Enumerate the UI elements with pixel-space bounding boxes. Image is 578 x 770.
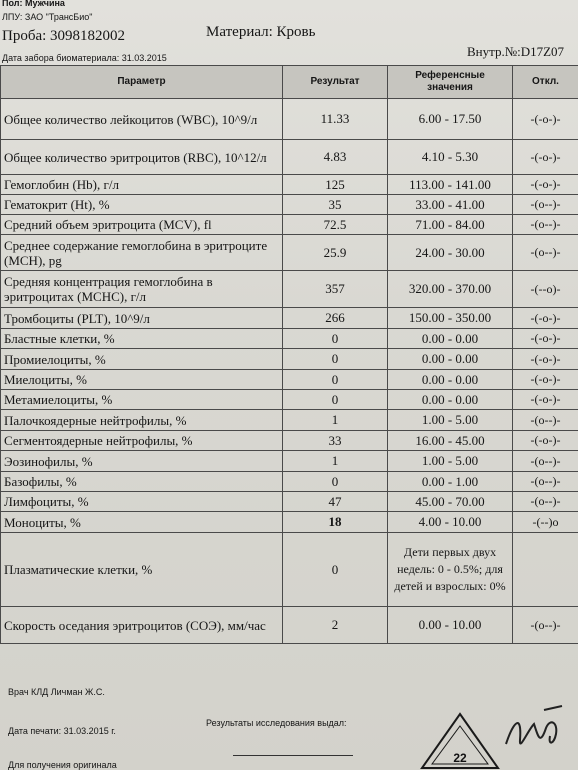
parameter-cell: Среднее содержание гемоглобина в эритроците (MCH), pg bbox=[1, 235, 283, 271]
reference-cell: 0.00 - 0.00 bbox=[388, 349, 513, 370]
reference-cell: 4.10 - 5.30 bbox=[388, 140, 513, 175]
parameter-cell: Общее количество лейкоцитов (WBC), 10^9/л bbox=[1, 99, 283, 140]
table-row bbox=[1, 512, 578, 533]
reference-cell: 0.00 - 1.00 bbox=[388, 472, 513, 492]
reference-cell: 320.00 - 370.00 bbox=[388, 271, 513, 308]
deviation-cell: -(--o)- bbox=[513, 271, 578, 308]
parameter-cell: Миелоциты, % bbox=[1, 370, 283, 390]
result-cell: 47 bbox=[283, 492, 388, 512]
table-row bbox=[1, 390, 578, 410]
table-header-row bbox=[1, 66, 578, 99]
table-row bbox=[1, 99, 578, 140]
table-row bbox=[1, 451, 578, 472]
parameter-cell: Скорость оседания эритроцитов (СОЭ), мм/час bbox=[1, 607, 283, 644]
deviation-cell: -(o--)- bbox=[513, 235, 578, 271]
table-row bbox=[1, 431, 578, 451]
parameter-cell: Эозинофилы, % bbox=[1, 451, 283, 472]
deviation-cell: -(-o-)- bbox=[513, 99, 578, 140]
result-cell: 0 bbox=[283, 329, 388, 349]
parameter-cell: Средняя концентрация гемоглобина в эритроцитах (MCHC), г/л bbox=[1, 271, 283, 308]
result-cell: 125 bbox=[283, 175, 388, 195]
reference-cell: 4.00 - 10.00 bbox=[388, 512, 513, 533]
parameter-cell: Гематокрит (Ht), % bbox=[1, 195, 283, 215]
print-date: Дата печати: 31.03.2015 г. bbox=[8, 726, 116, 736]
reference-cell: 0.00 - 0.00 bbox=[388, 390, 513, 410]
table-row bbox=[1, 370, 578, 390]
parameter-cell: Тромбоциты (PLT), 10^9/л bbox=[1, 308, 283, 329]
patient-sex: Пол: Мужчина bbox=[2, 0, 65, 8]
table-row bbox=[1, 140, 578, 175]
result-cell: 357 bbox=[283, 271, 388, 308]
parameter-cell: Бластные клетки, % bbox=[1, 329, 283, 349]
result-cell: 1 bbox=[283, 410, 388, 431]
result-cell: 1 bbox=[283, 451, 388, 472]
deviation-cell: -(-o-)- bbox=[513, 370, 578, 390]
header-deviation: Откл. bbox=[513, 66, 578, 99]
result-cell: 0 bbox=[283, 370, 388, 390]
table-row bbox=[1, 472, 578, 492]
parameter-cell: Общее количество эритроцитов (RBC), 10^12/л bbox=[1, 140, 283, 175]
parameter-cell: Плазматические клетки, % bbox=[1, 533, 283, 607]
parameter-cell: Промиелоциты, % bbox=[1, 349, 283, 370]
result-cell: 0 bbox=[283, 472, 388, 492]
parameter-cell: Метамиелоциты, % bbox=[1, 390, 283, 410]
deviation-cell: -(o--)- bbox=[513, 195, 578, 215]
table-row bbox=[1, 215, 578, 235]
reference-cell: Дети первых двух недель: 0 - 0.5%; для детей и взрослых: 0% bbox=[388, 533, 513, 607]
result-cell: 266 bbox=[283, 308, 388, 329]
parameter-cell: Палочкоядерные нейтрофилы, % bbox=[1, 410, 283, 431]
parameter-cell: Гемоглобин (Hb), г/л bbox=[1, 175, 283, 195]
lpu-name: ЛПУ: ЗАО "ТрансБио" bbox=[2, 12, 93, 22]
header-result: Результат bbox=[283, 66, 388, 99]
lab-stamp-icon bbox=[420, 712, 500, 770]
result-cell: 33 bbox=[283, 431, 388, 451]
header-reference: Референсные значения bbox=[388, 66, 513, 99]
stamp-number: 22 bbox=[453, 751, 467, 765]
deviation-cell: -(o--)- bbox=[513, 410, 578, 431]
reference-cell: 24.00 - 30.00 bbox=[388, 235, 513, 271]
reference-cell: 1.00 - 5.00 bbox=[388, 451, 513, 472]
result-cell: 18 bbox=[283, 512, 388, 533]
reference-cell: 45.00 - 70.00 bbox=[388, 492, 513, 512]
table-row bbox=[1, 175, 578, 195]
reference-cell: 0.00 - 10.00 bbox=[388, 607, 513, 644]
reference-cell: 150.00 - 350.00 bbox=[388, 308, 513, 329]
parameter-cell: Средний объем эритроцита (MCV), fl bbox=[1, 215, 283, 235]
table-row bbox=[1, 492, 578, 512]
table-row bbox=[1, 329, 578, 349]
table-row bbox=[1, 410, 578, 431]
result-cell: 25.9 bbox=[283, 235, 388, 271]
reference-cell: 1.00 - 5.00 bbox=[388, 410, 513, 431]
sample-number: Проба: 3098182002 bbox=[2, 28, 126, 44]
result-cell: 0 bbox=[283, 390, 388, 410]
deviation-cell: -(-o-)- bbox=[513, 175, 578, 195]
reference-cell: 6.00 - 17.50 bbox=[388, 99, 513, 140]
reference-cell: 16.00 - 45.00 bbox=[388, 431, 513, 451]
reference-cell: 113.00 - 141.00 bbox=[388, 175, 513, 195]
handwritten-signature bbox=[500, 700, 572, 760]
deviation-cell: -(-o-)- bbox=[513, 431, 578, 451]
result-cell: 0 bbox=[283, 533, 388, 607]
deviation-cell: -(-o-)- bbox=[513, 390, 578, 410]
reference-cell: 0.00 - 0.00 bbox=[388, 329, 513, 349]
deviation-cell: -(o--)- bbox=[513, 472, 578, 492]
parameter-cell: Сегментоядерные нейтрофилы, % bbox=[1, 431, 283, 451]
table-row bbox=[1, 308, 578, 329]
material: Материал: Кровь bbox=[206, 24, 316, 40]
deviation-cell: -(o--)- bbox=[513, 451, 578, 472]
table-row bbox=[1, 271, 578, 308]
table-row bbox=[1, 607, 578, 644]
table-row bbox=[1, 235, 578, 271]
deviation-cell: -(-o-)- bbox=[513, 140, 578, 175]
deviation-cell: -(-o-)- bbox=[513, 308, 578, 329]
table-row bbox=[1, 349, 578, 370]
header-parameter: Параметр bbox=[1, 66, 283, 99]
deviation-cell: -(o--)- bbox=[513, 607, 578, 644]
deviation-cell: -(-o-)- bbox=[513, 329, 578, 349]
deviation-cell bbox=[513, 533, 578, 607]
issued-by-label: Результаты исследования выдал: bbox=[206, 718, 347, 728]
result-cell: 2 bbox=[283, 607, 388, 644]
internal-number: Внутр.№:D17Z07 bbox=[467, 44, 565, 59]
table-row bbox=[1, 533, 578, 607]
collection-date: Дата забора биоматериала: 31.03.2015 bbox=[2, 53, 167, 63]
doctor-name: Врач КЛД Личман Ж.С. bbox=[8, 687, 105, 697]
issuer-signature-line bbox=[233, 755, 353, 756]
deviation-cell: -(o--)- bbox=[513, 215, 578, 235]
reference-cell: 71.00 - 84.00 bbox=[388, 215, 513, 235]
deviation-cell: -(o--)- bbox=[513, 492, 578, 512]
results-table bbox=[0, 65, 578, 644]
reference-cell: 0.00 - 0.00 bbox=[388, 370, 513, 390]
table-row bbox=[1, 195, 578, 215]
parameter-cell: Базофилы, % bbox=[1, 472, 283, 492]
result-cell: 72.5 bbox=[283, 215, 388, 235]
parameter-cell: Моноциты, % bbox=[1, 512, 283, 533]
deviation-cell: -(--)o bbox=[513, 512, 578, 533]
reference-cell: 33.00 - 41.00 bbox=[388, 195, 513, 215]
result-cell: 0 bbox=[283, 349, 388, 370]
result-cell: 35 bbox=[283, 195, 388, 215]
result-cell: 4.83 bbox=[283, 140, 388, 175]
parameter-cell: Лимфоциты, % bbox=[1, 492, 283, 512]
receipt-note: Для получения оригинала bbox=[8, 760, 117, 770]
deviation-cell: -(-o-)- bbox=[513, 349, 578, 370]
result-cell: 11.33 bbox=[283, 99, 388, 140]
